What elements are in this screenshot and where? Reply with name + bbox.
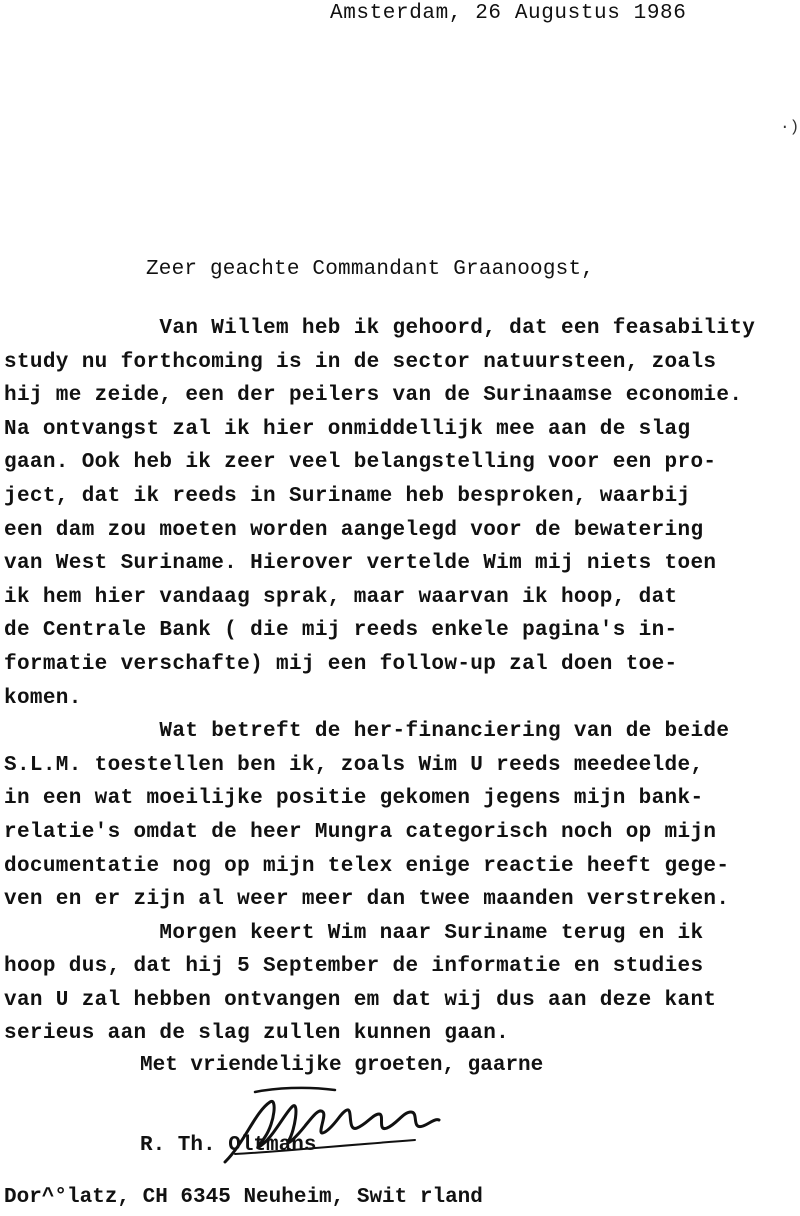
body-line: van U zal hebben ontvangen em dat wij dus aan deze kant — [4, 988, 717, 1012]
body-line: Wat betreft de her-financiering van de beide — [4, 720, 730, 744]
dateline: Amsterdam, 26 Augustus 1986 — [330, 2, 687, 25]
body-line: relatie's omdat de heer Mungra categorisch noch op mijn — [4, 820, 717, 844]
margin-mark: ·) — [780, 118, 800, 136]
body-line: ven en er zijn al weer meer dan twee maanden verstreken. — [4, 888, 730, 912]
body-line: Na ontvangst zal ik hier onmiddellijk mee aan de slag — [4, 417, 691, 441]
closing-line: Met vriendelijke groeten, gaarne — [140, 1054, 544, 1077]
body-line: een dam zou moeten worden aangelegd voor de bewatering — [4, 518, 704, 542]
body-line: documentatie nog op mijn telex enige reactie heeft gege- — [4, 854, 730, 878]
body-line: formatie verschafte) mij een follow-up zal doen toe- — [4, 652, 678, 676]
sender-address: Dor^°latz, CH 6345 Neuheim, Swit rland — [4, 1186, 483, 1209]
body-line: ik hem hier vandaag sprak, maar waarvan ik hoop, dat — [4, 585, 678, 609]
body-line: hoop dus, dat hij 5 September de informatie en studies — [4, 955, 704, 979]
body-line: hij me zeide, een der peilers van de Surinaamse economie. — [4, 384, 743, 408]
sender-name: R. Th. Oltmans — [140, 1134, 317, 1157]
body-line: gaan. Ook heb ik zeer veel belangstelling voor een pro- — [4, 451, 717, 475]
body-line: S.L.M. toestellen ben ik, zoals Wim U reeds meedeelde, — [4, 753, 704, 777]
body-line: van West Suriname. Hierover vertelde Wim mij niets toen — [4, 552, 717, 576]
salutation: Zeer geachte Commandant Graanoogst, — [146, 258, 595, 281]
letter-body — [4, 312, 800, 1051]
body-line: ject, dat ik reeds in Suriname heb besproken, waarbij — [4, 484, 691, 508]
body-line: serieus aan de slag zullen kunnen gaan. — [4, 1022, 510, 1046]
body-line: Van Willem heb ik gehoord, dat een feasability — [4, 317, 756, 340]
body-line: komen. — [4, 686, 82, 710]
body-line: de Centrale Bank ( die mij reeds enkele pagina's in- — [4, 619, 678, 643]
handwritten-signature — [215, 1082, 445, 1172]
body-line: Morgen keert Wim naar Suriname terug en ik — [4, 921, 704, 945]
body-line: in een wat moeilijke positie gekomen jegens mijn bank- — [4, 787, 704, 811]
body-line: study nu forthcoming is in de sector natuursteen, zoals — [4, 350, 717, 374]
